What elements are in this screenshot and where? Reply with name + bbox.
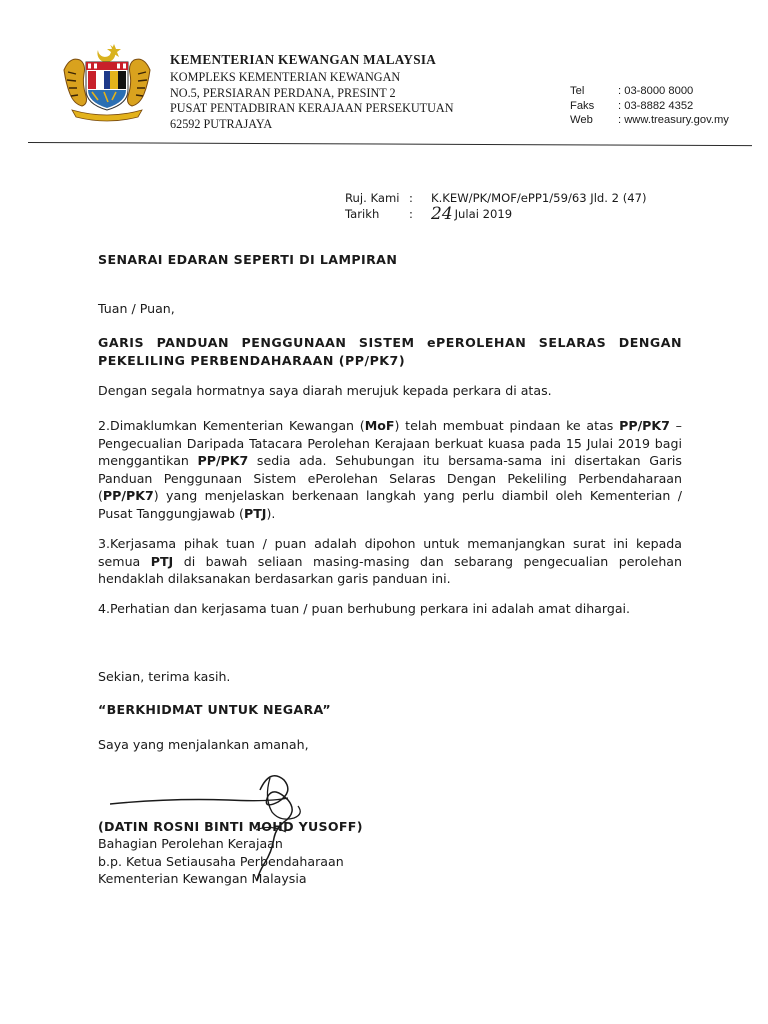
ministry-name: KEMENTERIAN KEWANGAN MALAYSIA [170,52,437,67]
letterhead-ministry [170,52,454,132]
paragraph-text: di bawah seliaan masing-masing dan sebarang pengecualian perolehan hendaklah dilaksanakan berdasarkan garis panduan ini. [98,553,683,587]
date-label: Tarikh [345,207,380,221]
reference-block [345,190,647,222]
paragraph-4 [98,600,682,618]
contact-value: : 03-8882 4352 [618,99,694,112]
paragraph-number: 2. [98,418,111,433]
circulation-heading: SENARAI EDARAN SEPERTI DI LAMPIRAN [98,252,398,267]
contact-web [570,113,729,128]
amanah-line: Saya yang menjalankan amanah, [98,737,309,752]
address-line-3: PUSAT PENTADBIRAN KERAJAAN PERSEKUTUAN [170,101,454,115]
date-value: Julai 2019 [454,207,513,221]
paragraph-2 [98,417,682,523]
bold-term: PP/PK7 [102,488,154,504]
signatory-role: b.p. Ketua Setiausaha Perbendaharaan [98,853,344,869]
contact-label: Faks [570,99,595,112]
signatory-ministry: Kementerian Kewangan Malaysia [98,871,307,887]
ref-value: K.KEW/PK/MOF/ePP1/59/63 Jld. 2 (47) [431,191,647,205]
paragraph-text: ) telah membuat pindaan ke atas [394,418,620,433]
coat-of-arms-icon [58,40,156,122]
bold-term: MoF [364,418,395,433]
paragraph-number: 4. [98,601,111,616]
contact-label: Web [570,114,593,126]
contact-value: : 03-8000 8000 [618,85,694,97]
paragraph-text: – Pengecualian Daripada Tatacara Perolehan Kerajaan berkuat kuasa pada 15 Julai 2019 bagi menggantikan [98,418,682,469]
letter-subject: GARIS PANDUAN PENGGUNAAN SISTEM ePEROLEHAN SELARAS DENGAN PEKELILING PERBENDAHARAAN (PP/PK7) [98,335,682,368]
paragraph-text: sedia ada. Sehubungan itu bersama-sama ini disertakan Garis Panduan Penggunaan Sistem ePerolehan Selaras Dengan Pekeliling Perbendaharaan ( [98,453,682,504]
paragraph-number: 3. [98,536,111,551]
paragraph-text: Perhatian dan kerjasama tuan / puan berhubung perkara ini adalah amat dihargai. [110,601,631,616]
ref-label: Ruj. Kami [345,191,400,205]
contact-label: Tel [570,85,585,97]
ref-colon: : [409,191,413,205]
contact-value: : www.treasury.gov.my [618,114,729,126]
bold-term: PP/PK7 [619,418,670,433]
paragraph-text: Dimaklumkan Kementerian Kewangan ( [110,418,365,433]
date-row [345,206,647,222]
salutation: Tuan / Puan, [98,301,175,316]
paragraph-text: ). [266,505,276,521]
paragraph-text: Kerjasama pihak tuan / puan adalah dipohon untuk memanjangkan surat ini kepada semua [98,536,682,569]
address-line-4: 62592 PUTRAJAYA [170,116,273,131]
signatory-block [98,818,363,888]
signatory-name: (DATIN ROSNI BINTI MOHD YUSOFF) [98,819,363,834]
paragraph-text: ) yang menjelaskan berkenaan langkah yang perlu diambil oleh Kementerian / Pusat Tanggungjawab ( [98,488,682,521]
intro-paragraph: Dengan segala hormatnya saya diarah merujuk kepada perkara di atas. [98,383,552,398]
letterhead-contact [570,84,729,128]
contact-fax [570,99,729,114]
contact-tel [570,84,729,99]
paragraph-3 [98,535,682,588]
address-line-2: NO.5, PERSIARAN PERDANA, PRESINT 2 [170,85,396,100]
bold-term: PTJ [150,553,174,569]
date-colon: : [409,207,413,221]
bold-term: PTJ [243,505,267,521]
header-divider [28,142,752,146]
motto: “BERKHIDMAT UNTUK NEGARA” [98,702,331,717]
handwritten-day: 24 [431,204,453,224]
signatory-division: Bahagian Perolehan Kerajaan [98,836,283,852]
closing-line: Sekian, terima kasih. [98,669,231,684]
bold-term: PP/PK7 [197,453,249,469]
reference-row [345,190,647,206]
address-line-1: KOMPLEKS KEMENTERIAN KEWANGAN [170,70,401,84]
